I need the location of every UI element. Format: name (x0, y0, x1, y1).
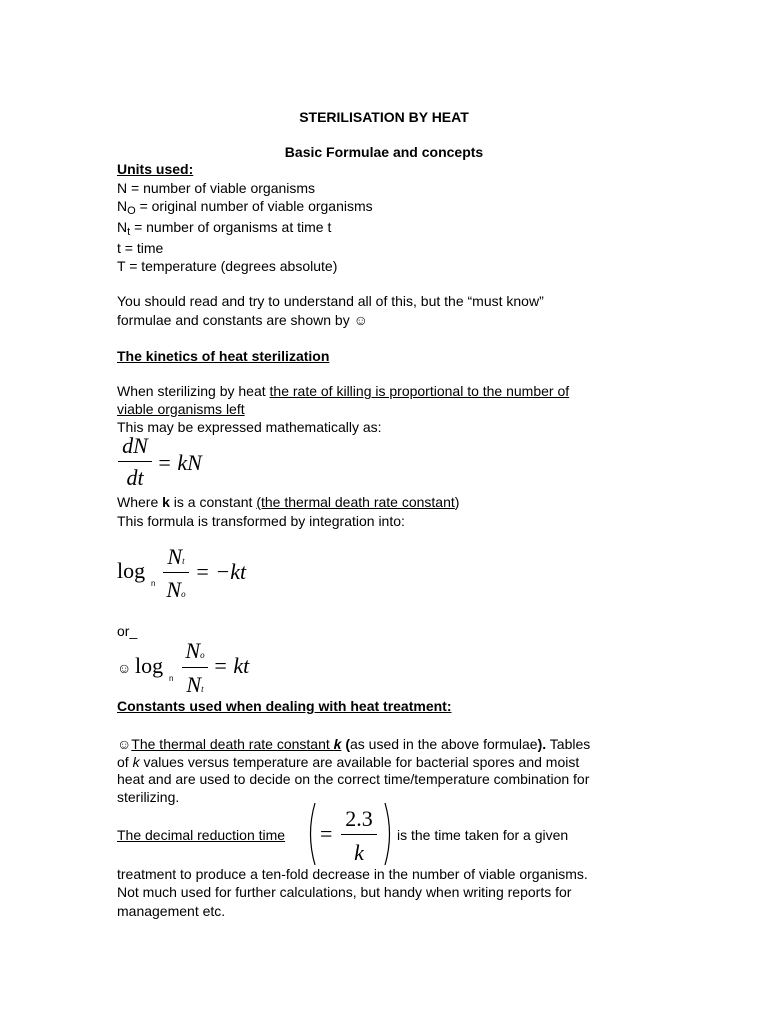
drt-equals: = (320, 821, 333, 846)
eq1-denominator: dt (126, 465, 144, 490)
where-underlined: (the thermal death rate constant (256, 494, 455, 510)
eq3-log-base: n (169, 674, 174, 683)
tdr-line-1 (117, 736, 590, 753)
eq1-fraction-bar (118, 461, 152, 462)
or-line: or_ (117, 623, 138, 639)
unit-n0 (117, 198, 373, 220)
tdr-open-paren: ( (341, 736, 350, 752)
eq3-smiley: ☺ (117, 660, 132, 676)
drt-label (117, 827, 285, 844)
eq2-rhs: = −kt (195, 559, 247, 584)
unit-n: N = number of viable organisms (117, 180, 316, 196)
where-k-line (117, 494, 459, 511)
units-heading: Units used: (117, 161, 194, 177)
intro-line-2: formulae and constants are shown by ☺ (117, 312, 368, 328)
eq3-denominator-symbol: N (186, 672, 202, 697)
where-prefix: Where (117, 494, 163, 510)
eq2-denominator-subscript: o (181, 589, 186, 599)
kinetics-para-underlined: the rate of killing is proportional to the number of (269, 383, 570, 399)
kinetics-para-line-2: viable organisms left (117, 401, 245, 417)
eq2-numerator-subscript: t (182, 556, 185, 566)
kinetics-para-line-1 (117, 383, 569, 400)
unit-nt-text: = number of organisms at time t (130, 219, 332, 235)
drt-numerator: 2.3 (345, 806, 373, 831)
tdr-smiley: ☺ (117, 736, 132, 752)
eq3-denominator-subscript: t (201, 684, 204, 694)
unit-nt (117, 219, 331, 241)
eq3-numerator-subscript: o (200, 650, 205, 660)
tdr-underlined: The thermal death rate constant (131, 736, 334, 752)
tdr-line-2 (117, 754, 579, 771)
tdr-l2-a: of (117, 754, 133, 770)
kinetics-expressed: This may be expressed mathematically as: (117, 419, 382, 435)
page-subtitle: Basic Formulae and concepts (284, 144, 484, 160)
eq3-numerator (181, 638, 209, 668)
eq2-log-base: n (151, 579, 156, 588)
eq2-denominator-symbol: N (166, 577, 182, 602)
eq3-log: log (135, 653, 164, 678)
unit-nt-symbol: N (117, 219, 128, 235)
constants-heading: Constants used when dealing with heat treatment: (117, 698, 452, 714)
unit-nt-subscript: t (127, 226, 131, 238)
eq3-rhs: = kt (213, 653, 250, 678)
drt-line-3: Not much used for further calculations, but handy when writing reports for (117, 884, 572, 900)
drt-rest: is the time taken for a given (397, 827, 569, 843)
eq2-fraction-bar (163, 572, 189, 573)
drt-denominator: k (354, 840, 364, 865)
eq2-numerator (162, 544, 190, 574)
drt-left-paren (311, 803, 316, 865)
eq2-numerator-symbol: N (167, 544, 183, 569)
eq1-numerator: dN (122, 433, 148, 458)
kinetics-heading: The kinetics of heat sterilization (117, 348, 330, 364)
tdr-rest: as used in the above formulae (350, 736, 538, 752)
drt-fraction-bar (341, 834, 377, 835)
eq3-fraction-bar (182, 667, 208, 668)
eq2-log: log (117, 558, 146, 583)
unit-t: t = time (117, 240, 164, 256)
drt-underlined: The decimal reduction time (117, 827, 286, 843)
where-k: k (162, 494, 170, 510)
tdr-l2-k: k (132, 754, 140, 770)
tdr-tables: Tables (546, 736, 591, 752)
tdr-close: ). (537, 736, 547, 752)
drt-line-2: treatment to produce a ten-fold decrease in the number of viable organisms. (117, 866, 588, 882)
intro-line-1: You should read and try to understand all of this, but the “must know” (117, 293, 544, 309)
unit-n0-subscript: O (127, 205, 136, 217)
tdr-line-4: sterilizing. (117, 789, 180, 805)
eq2-denominator (162, 577, 190, 607)
eq1-rhs: = kN (157, 450, 202, 475)
kinetics-para-prefix: When sterilizing by heat (117, 383, 270, 399)
page-title: STERILISATION BY HEAT (299, 109, 469, 125)
tdr-line-3: heat and are used to decide on the correct time/temperature combination for (117, 771, 590, 787)
drt-line-4: management etc. (117, 903, 226, 919)
drt-right-paren (385, 803, 390, 865)
tdr-k: k (333, 736, 342, 752)
transform-line: This formula is transformed by integration into: (117, 513, 405, 529)
where-end: ) (454, 494, 460, 510)
unit-n0-text: = original number of viable organisms (135, 198, 373, 214)
where-mid: is a constant (169, 494, 257, 510)
eq3-numerator-symbol: N (185, 638, 201, 663)
unit-T: T = temperature (degrees absolute) (117, 258, 338, 274)
tdr-l2-b: values versus temperature are available for bacterial spores and moist (139, 754, 580, 770)
unit-n0-symbol: N (117, 198, 128, 214)
